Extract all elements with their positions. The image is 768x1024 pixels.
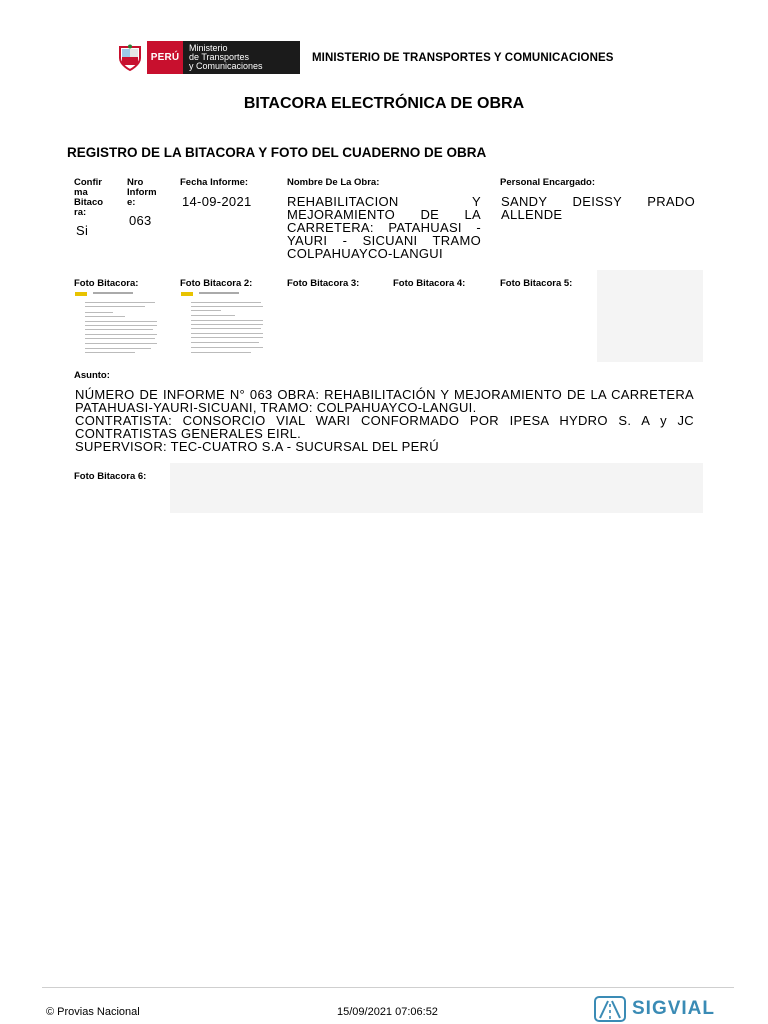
personal-label: Personal Encargado: — [500, 177, 596, 188]
fecha-informe-value: 14-09-2021 — [182, 194, 252, 209]
obra-label: Nombre De La Obra: — [287, 177, 380, 188]
sigvial-road-icon — [594, 996, 626, 1022]
ministry-logo-line-1: Ministerio — [189, 43, 228, 53]
nro-informe-label: Nro Inform e: — [127, 177, 157, 208]
nro-informe-value: 063 — [129, 213, 152, 228]
foto-bitacora-6-label: Foto Bitacora 6: — [74, 471, 147, 482]
peru-shield-icon — [113, 41, 147, 74]
foto-bitacora-3-label: Foto Bitacora 3: — [287, 278, 360, 289]
asunto-label: Asunto: — [74, 370, 110, 381]
obra-value: REHABILITACION Y MEJORAMIENTO DE LA CARRETERA: PATAHUASI - YAURI - SICUANI TRAMO COLPAHUAYCO-LANGUI — [287, 194, 481, 261]
fecha-informe-label: Fecha Informe: — [180, 177, 249, 188]
foto-bitacora-6-image[interactable] — [170, 463, 703, 513]
ministry-logo-line-3: y Comunicaciones — [189, 61, 263, 71]
foto-bitacora-1-label: Foto Bitacora: — [74, 278, 139, 289]
ministry-logo-text — [183, 41, 300, 74]
footer-copyright: © Provias Nacional — [46, 1006, 140, 1018]
confirma-value: Si — [76, 223, 89, 238]
asunto-line-2: CONTRATISTA: CONSORCIO VIAL WARI CONFORMADO POR IPESA HYDRO S. A y JC CONTRATISTAS GENERALES EIRL. — [75, 413, 694, 441]
foto-bitacora-1-image[interactable] — [73, 290, 163, 358]
asunto-line-1: NÚMERO DE INFORME N° 063 OBRA: REHABILITACIÓN Y MEJORAMIENTO DE LA CARRETERA PATAHUASI-YAURI-SICUANI, TRAMO: COLPAHUAYCO-LANGUI. — [75, 387, 694, 415]
confirma-label: Confir ma Bitaco ra: — [74, 177, 104, 218]
footer-datetime: 15/09/2021 07:06:52 — [337, 1006, 438, 1018]
ministry-logo — [113, 41, 300, 74]
sigvial-logo — [594, 996, 715, 1022]
section-title: REGISTRO DE LA BITACORA Y FOTO DEL CUADERNO DE OBRA — [67, 145, 487, 160]
foto-bitacora-4-label: Foto Bitacora 4: — [393, 278, 466, 289]
foto-bitacora-5-label: Foto Bitacora 5: — [500, 278, 573, 289]
ministry-title: MINISTERIO DE TRANSPORTES Y COMUNICACIONES — [312, 52, 614, 64]
foto-bitacora-2-image[interactable] — [179, 290, 269, 358]
footer-divider — [42, 987, 734, 988]
asunto-text — [75, 388, 694, 453]
ministry-logo-line-2: de Transportes — [189, 52, 250, 62]
sigvial-brand: SIGVIAL — [632, 998, 716, 1019]
foto-bitacora-5-image[interactable] — [597, 270, 703, 362]
personal-value: SANDY DEISSY PRADO ALLENDE — [501, 194, 695, 222]
page-title: BITACORA ELECTRÓNICA DE OBRA — [243, 95, 525, 112]
peru-label: PERÚ — [147, 41, 183, 74]
asunto-line-3: SUPERVISOR: TEC-CUATRO S.A - SUCURSAL DEL PERÚ — [75, 439, 439, 454]
foto-bitacora-2-label: Foto Bitacora 2: — [180, 278, 253, 289]
